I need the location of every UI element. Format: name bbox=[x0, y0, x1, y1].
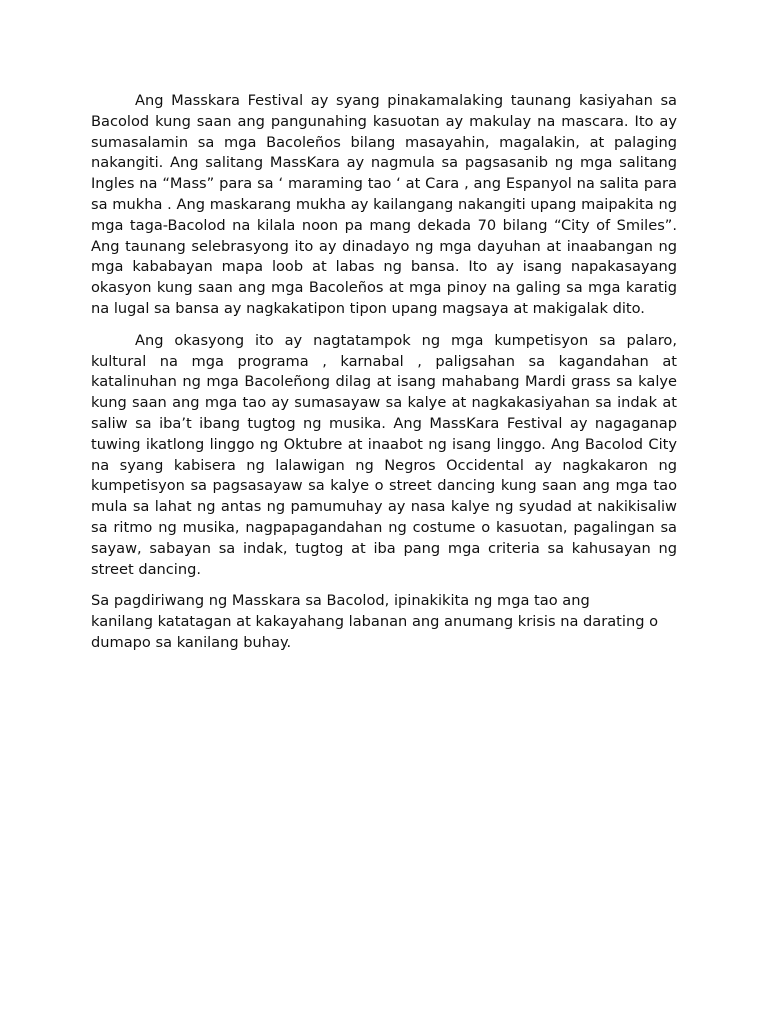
paragraph-1: Ang Masskara Festival ay syang pinakamalaking taunang kasiyahan sa Bacolod kung saan ang pangunahing kasuotan ay makulay na mascara. Ito ay sumasalamin sa mga Bacoleños bilang masayahin, magalakin, at palaging nakangiti. Ang salitang MassKara ay nagmula sa pagsasanib ng mga salitang Ingles na “Mass” para sa ‘ maraming tao ‘ at Cara , ang Espanyol na salita para sa mukha . Ang maskarang mukha ay kailangang nakangiti upang maipakita ng mga taga-Bacolod na kilala noon pa mang dekada 70 bilang “City of Smiles”. Ang taunang selebrasyong ito ay dinadayo ng mga dayuhan at inaabangan ng mga kababayan mapa loob at labas ng bansa. Ito ay isang napakasayang okasyon kung saan ang mga Bacoleños at mga pinoy na galing sa mga karatig na lugal sa bansa ay nagkakatipon tipon upang magsaya at makigalak dito. bbox=[91, 92, 677, 317]
paragraph-3: Sa pagdiriwang ng Masskara sa Bacolod, ipinakikita ng mga tao ang kanilang katatagan at kakayahang labanan ang anumang krisis na darating o dumapo sa kanilang buhay. bbox=[91, 592, 659, 651]
document-body bbox=[91, 91, 677, 654]
paragraph-2: Ang okasyong ito ay nagtatampok ng mga kumpetisyon sa palaro, kultural na mga programa , karnabal , paligsahan sa kagandahan at katalinuhan ng mga Bacoleñong dilag at isang mahabang Mardi grass sa kalye kung saan ang mga tao ay sumasayaw sa kalye at nagkakasiyahan sa indak at saliw sa iba’t ibang tugtog ng musika. Ang MassKara Festival ay nagaganap tuwing ikatlong linggo ng Oktubre at inaabot ng isang linggo. Ang Bacolod City na syang kabisera ng lalawigan ng Negros Occidental ay nagkakaron ng kumpetisyon sa pagsasayaw sa kalye o street dancing kung saan ang mga tao mula sa lahat ng antas ng pamumuhay ay nasa kalye ng syudad at nakikisaliw sa ritmo ng musika, nagpapagandahan ng costume o kasuotan, pagalingan sa sayaw, sabayan sa indak, tugtog at iba pang mga criteria sa kahusayan ng street dancing. bbox=[91, 331, 677, 578]
